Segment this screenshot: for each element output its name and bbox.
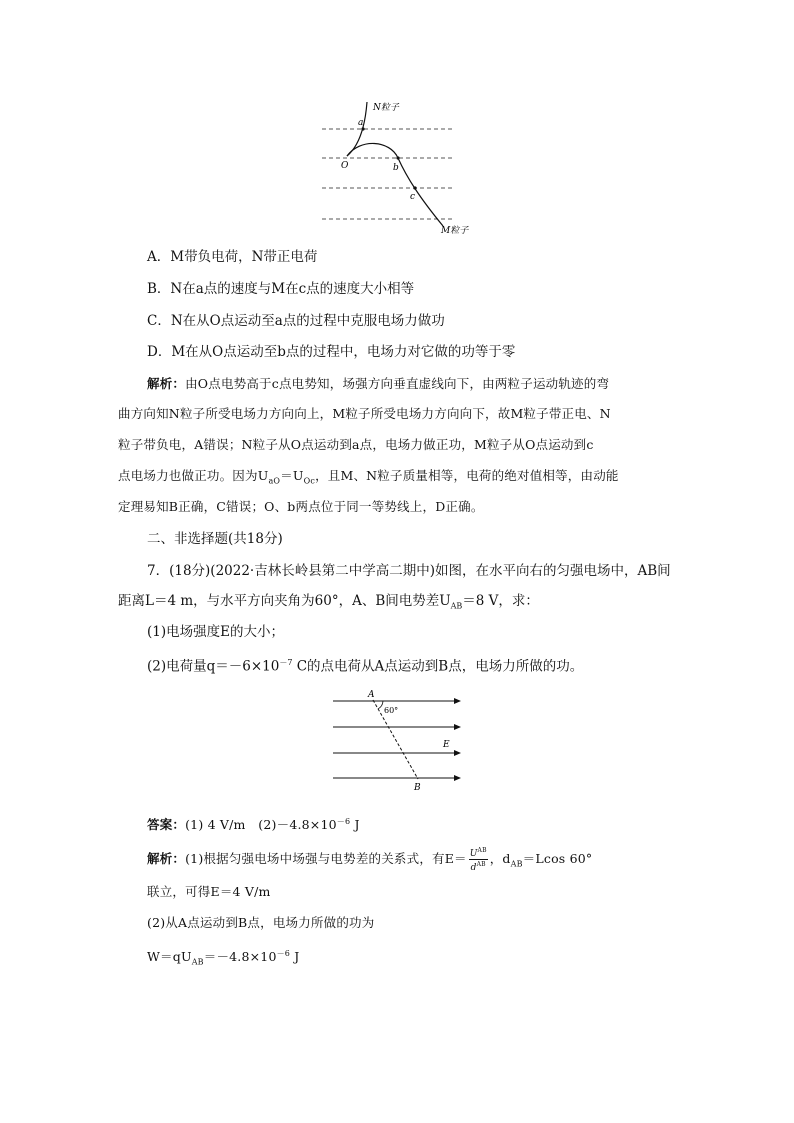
analysis1-line4 (118, 467, 619, 491)
analysis2-line4-b: ＝－4.8×10 (203, 949, 277, 965)
frac-u: U (469, 849, 478, 859)
frac-numerator (469, 846, 488, 860)
point-c-dot (413, 186, 416, 189)
n-particle-label: N粒子 (373, 103, 399, 113)
frac-denominator (469, 860, 488, 873)
answer-text-a: (1) 4 V/m (2)－4.8×10 (185, 817, 337, 833)
label-point-a: A (368, 690, 375, 700)
sub-ao: aO (268, 476, 281, 486)
analysis1-line4-a: 点电场力也做正功。因为U (118, 468, 269, 483)
sub-oc: Oc (303, 476, 316, 486)
q7-line2-b: ＝8 V，求： (462, 593, 539, 609)
label-b: b (393, 163, 399, 173)
answer-label: 答案： (147, 817, 186, 833)
label-c: c (410, 192, 416, 202)
frac-den-sub: AB (476, 861, 486, 868)
analysis2-line4 (147, 945, 300, 972)
option-b: B．N在a点的速度与M在c点的速度大小相等 (147, 281, 415, 297)
label-point-b: B (414, 783, 421, 793)
analysis1-line4-tail: ，且M、N粒子质量相等，电荷的绝对值相等，由动能 (315, 468, 619, 483)
question7-line1: 7．(18分)(2022·吉林长岭县第二中学高二期中)如图，在水平向右的匀强电场中，AB间 (147, 563, 671, 579)
label-o: O (341, 161, 349, 171)
angle-arc (378, 701, 383, 709)
analysis1-text1: 由O点电势高于c点电势知，场强方向垂直虚线向下，由两粒子运动轨迹的弯 (185, 376, 610, 391)
answer-line (147, 813, 360, 834)
trajectory-figure (315, 98, 485, 238)
fraction-uab-over-dab (469, 846, 488, 873)
q7-part2-b: C的点电荷从A点运动到B点，电场力所做的功。 (292, 658, 584, 675)
section-heading: 二、非选择题(共18分) (147, 531, 283, 547)
sub-dab: AB (510, 859, 523, 869)
point-b-dot (396, 156, 399, 159)
analysis1-line5: 定理易知B正确，C错误；O、b两点位于同一等势线上，D正确。 (118, 499, 484, 514)
analysis2-line1-b: ，d (489, 851, 511, 866)
analysis1-line4-mid: ＝U (280, 468, 304, 483)
option-c: C．N在从O点运动至a点的过程中克服电场力做功 (147, 313, 445, 329)
analysis-label: 解析： (147, 376, 186, 391)
question7-part2 (147, 654, 583, 676)
analysis2-line1 (147, 846, 592, 874)
option-a: A．M带负电荷，N带正电荷 (147, 249, 318, 265)
option-d: D．M在从O点运动至b点的过程中，电场力对它做的功等于零 (147, 344, 516, 360)
q7-part2-a: (2)电荷量q＝－6×10 (147, 658, 280, 675)
analysis1-line1 (147, 375, 609, 393)
question7-line2 (118, 592, 539, 616)
analysis1-line2: 曲方向知N粒子所受电场力方向向上，M粒子所受电场力方向向下，故M粒子带正电、N (118, 406, 611, 421)
answer-sup: －6 (336, 817, 351, 826)
analysis2-line4-a: W＝qU (147, 949, 192, 965)
analysis2-line2: 联立，可得E＝4 V/m (147, 884, 271, 899)
m-particle-label: M粒子 (441, 226, 469, 236)
analysis2-line1-a: (1)根据匀强电场中场强与电势差的关系式，有E＝ (185, 851, 467, 866)
label-angle: 60° (384, 706, 399, 715)
field-figure (328, 686, 468, 794)
sub-ab: AB (450, 601, 463, 611)
analysis2-label: 解析： (147, 851, 186, 866)
question7-part1: (1)电场强度E的大小； (147, 624, 284, 640)
analysis2-line1-c: ＝Lcos 60° (522, 851, 593, 866)
m-particle-trajectory (347, 143, 443, 226)
sub-uab: AB (191, 957, 204, 967)
sup-minus6: －6 (276, 949, 291, 958)
analysis1-line3: 粒子带负电，A错误；N粒子从O点运动到a点，电场力做正功，M粒子从O点运动到c (118, 437, 594, 452)
answer-text-b: J (350, 817, 360, 833)
analysis2-line3: (2)从A点运动到B点，电场力所做的功为 (147, 915, 375, 930)
frac-d: d (470, 863, 477, 873)
sup-minus7: －7 (279, 658, 293, 667)
analysis2-line4-c: J (290, 949, 300, 965)
q7-line2-a: 距离L＝4 m，与水平方向夹角为60°，A、B间电势差U (118, 593, 451, 609)
label-field-e: E (443, 740, 450, 750)
label-a: a (358, 118, 364, 128)
frac-num-sub: AB (477, 847, 487, 854)
